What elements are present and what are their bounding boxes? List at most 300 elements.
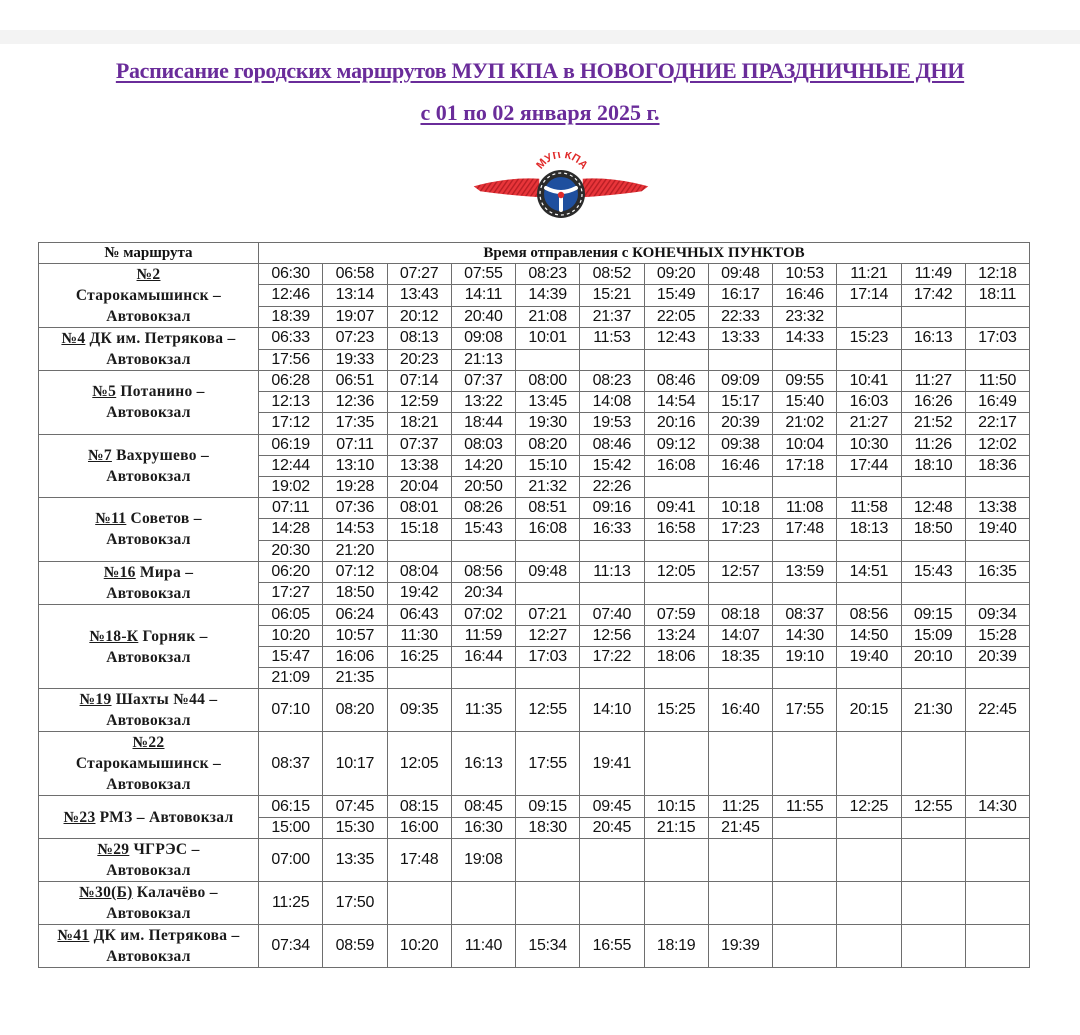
departure-time-cell: 14:28: [259, 519, 323, 540]
departure-time-cell: 18:19: [644, 924, 708, 967]
departure-time-cell: [708, 668, 772, 689]
departure-time-cell: 12:57: [708, 561, 772, 583]
departure-time-cell: 16:49: [965, 392, 1029, 413]
route-cell: [39, 561, 259, 604]
departure-time-cell: 13:59: [773, 561, 837, 583]
route-number: №23: [63, 808, 96, 826]
departure-time-cell: 14:07: [708, 625, 772, 646]
route-cell: [39, 732, 259, 796]
departure-time-cell: 09:35: [387, 689, 451, 732]
table-row: [39, 371, 1030, 392]
right-wing: [582, 178, 650, 198]
departure-time-cell: 15:40: [773, 392, 837, 413]
departure-time-cell: [451, 881, 515, 924]
departure-time-cell: [901, 732, 965, 796]
departure-time-cell: 15:10: [516, 455, 580, 476]
departure-time-cell: 07:59: [644, 604, 708, 625]
departure-time-cell: 16:35: [965, 561, 1029, 583]
route-name: Старокамышинск –: [75, 755, 222, 773]
departure-time-cell: 15:47: [259, 647, 323, 668]
departure-time-cell: 08:56: [451, 561, 515, 583]
departure-time-cell: [516, 838, 580, 881]
departure-time-cell: [773, 732, 837, 796]
departure-time-cell: [708, 838, 772, 881]
departure-time-cell: [451, 540, 515, 561]
departure-time-cell: 14:54: [644, 392, 708, 413]
route-cell: [39, 689, 259, 732]
departure-time-cell: 15:43: [451, 519, 515, 540]
departure-time-cell: 08:46: [580, 434, 644, 455]
departure-time-cell: 16:46: [708, 455, 772, 476]
departure-time-cell: 17:55: [773, 689, 837, 732]
departure-time-cell: [965, 583, 1029, 605]
departure-time-cell: [901, 668, 965, 689]
departure-time-cell: 21:09: [259, 668, 323, 689]
departure-time-cell: 09:09: [708, 371, 772, 392]
departure-time-cell: 07:37: [387, 434, 451, 455]
departure-time-cell: [773, 817, 837, 838]
column-header-route: № маршрута: [39, 243, 259, 264]
route-name: Автовокзал: [106, 531, 191, 549]
departure-time-cell: 08:15: [387, 796, 451, 817]
departure-time-cell: [837, 924, 901, 967]
departure-time-cell: 14:39: [516, 285, 580, 306]
departure-time-cell: 17:44: [837, 455, 901, 476]
route-cell: [39, 498, 259, 562]
departure-time-cell: 08:45: [451, 796, 515, 817]
departure-time-cell: 13:43: [387, 285, 451, 306]
departure-time-cell: [516, 881, 580, 924]
route-name: Автовокзал: [106, 947, 191, 965]
departure-time-cell: 15:23: [837, 328, 901, 350]
departure-time-cell: 11:59: [451, 625, 515, 646]
route-number: №7: [87, 446, 112, 464]
route-name: Потанино –: [116, 383, 205, 401]
departure-time-cell: 08:00: [516, 371, 580, 392]
departure-time-cell: 08:56: [837, 604, 901, 625]
route-name: Автовокзал: [106, 467, 191, 485]
departure-time-cell: 10:41: [837, 371, 901, 392]
table-row: [39, 264, 1030, 285]
departure-time-cell: [965, 349, 1029, 371]
departure-time-cell: 16:13: [901, 328, 965, 350]
route-cell: [39, 838, 259, 881]
departure-time-cell: [901, 838, 965, 881]
departure-time-cell: 15:18: [387, 519, 451, 540]
departure-time-cell: [516, 540, 580, 561]
departure-time-cell: [644, 668, 708, 689]
departure-time-cell: 13:24: [644, 625, 708, 646]
route-cell: [39, 924, 259, 967]
departure-time-cell: 16:58: [644, 519, 708, 540]
departure-time-cell: 06:24: [323, 604, 387, 625]
departure-time-cell: [901, 540, 965, 561]
departure-time-cell: 07:55: [451, 264, 515, 285]
table-row: [39, 689, 1030, 732]
departure-time-cell: [387, 540, 451, 561]
departure-time-cell: [773, 881, 837, 924]
departure-time-cell: 12:05: [644, 561, 708, 583]
departure-time-cell: 11:58: [837, 498, 901, 519]
departure-time-cell: 12:44: [259, 455, 323, 476]
departure-time-cell: [837, 668, 901, 689]
departure-time-cell: 08:51: [516, 498, 580, 519]
departure-time-cell: [708, 583, 772, 605]
departure-time-cell: [965, 838, 1029, 881]
departure-time-cell: 11:26: [901, 434, 965, 455]
departure-time-cell: [901, 476, 965, 497]
departure-time-cell: [387, 881, 451, 924]
departure-time-cell: 16:44: [451, 647, 515, 668]
departure-time-cell: 11:50: [965, 371, 1029, 392]
departure-time-cell: 08:13: [387, 328, 451, 350]
route-number: №11: [95, 510, 127, 528]
departure-time-cell: 15:43: [901, 561, 965, 583]
departure-time-cell: 08:59: [323, 924, 387, 967]
departure-time-cell: 11:35: [451, 689, 515, 732]
departure-time-cell: 08:23: [516, 264, 580, 285]
departure-time-cell: 20:15: [837, 689, 901, 732]
departure-time-cell: 14:11: [451, 285, 515, 306]
route-name: Автовокзал: [106, 861, 191, 879]
departure-time-cell: 12:05: [387, 732, 451, 796]
departure-time-cell: 07:02: [451, 604, 515, 625]
departure-time-cell: 12:36: [323, 392, 387, 413]
route-cell: [39, 434, 259, 498]
departure-time-cell: 21:08: [516, 306, 580, 327]
schedule-body: [39, 264, 1030, 968]
departure-time-cell: [965, 924, 1029, 967]
departure-time-cell: 10:18: [708, 498, 772, 519]
departure-time-cell: 08:03: [451, 434, 515, 455]
table-header-row: [39, 243, 1030, 264]
departure-time-cell: [580, 349, 644, 371]
column-header-times: Время отправления с КОНЕЧНЫХ ПУНКТОВ: [259, 243, 1030, 264]
departure-time-cell: [451, 668, 515, 689]
departure-time-cell: 10:20: [259, 625, 323, 646]
departure-time-cell: 19:07: [323, 306, 387, 327]
departure-time-cell: 15:25: [644, 689, 708, 732]
departure-time-cell: [773, 349, 837, 371]
departure-time-cell: [837, 881, 901, 924]
departure-time-cell: 20:23: [387, 349, 451, 371]
departure-time-cell: [644, 476, 708, 497]
route-number: №41: [57, 926, 90, 944]
schedule-table: [38, 242, 1030, 968]
departure-time-cell: 07:11: [259, 498, 323, 519]
departure-time-cell: 11:25: [708, 796, 772, 817]
departure-time-cell: 15:28: [965, 625, 1029, 646]
route-name: Автовокзал: [106, 776, 191, 794]
departure-time-cell: 13:10: [323, 455, 387, 476]
departure-time-cell: [387, 668, 451, 689]
departure-time-cell: 12:13: [259, 392, 323, 413]
departure-time-cell: 10:15: [644, 796, 708, 817]
departure-time-cell: 16:46: [773, 285, 837, 306]
departure-time-cell: 20:30: [259, 540, 323, 561]
departure-time-cell: 12:55: [516, 689, 580, 732]
logo-text: МУП КПА: [534, 152, 590, 172]
departure-time-cell: 06:30: [259, 264, 323, 285]
departure-time-cell: [516, 668, 580, 689]
departure-time-cell: 11:27: [901, 371, 965, 392]
departure-time-cell: 22:33: [708, 306, 772, 327]
departure-time-cell: 20:40: [451, 306, 515, 327]
departure-time-cell: [644, 349, 708, 371]
departure-time-cell: 16:08: [644, 455, 708, 476]
departure-time-cell: 15:09: [901, 625, 965, 646]
departure-time-cell: 13:14: [323, 285, 387, 306]
departure-time-cell: [837, 540, 901, 561]
departure-time-cell: 12:43: [644, 328, 708, 350]
departure-time-cell: 11:25: [259, 881, 323, 924]
departure-time-cell: 08:26: [451, 498, 515, 519]
departure-time-cell: 10:30: [837, 434, 901, 455]
departure-time-cell: 08:18: [708, 604, 772, 625]
departure-time-cell: 08:01: [387, 498, 451, 519]
departure-time-cell: 15:34: [516, 924, 580, 967]
departure-time-cell: 09:48: [708, 264, 772, 285]
departure-time-cell: 11:21: [837, 264, 901, 285]
route-name: ДК им. Петрякова –: [85, 330, 236, 347]
departure-time-cell: 10:20: [387, 924, 451, 967]
departure-time-cell: 09:15: [901, 604, 965, 625]
departure-time-cell: 19:30: [516, 413, 580, 434]
departure-time-cell: 21:30: [901, 689, 965, 732]
departure-time-cell: 20:10: [901, 647, 965, 668]
departure-time-cell: 10:53: [773, 264, 837, 285]
departure-time-cell: 16:06: [323, 647, 387, 668]
route-number: №4: [61, 330, 86, 347]
departure-time-cell: 22:05: [644, 306, 708, 327]
departure-time-cell: 11:49: [901, 264, 965, 285]
page-subtitle: [0, 100, 1080, 126]
route-cell: [39, 604, 259, 689]
departure-time-cell: 18:10: [901, 455, 965, 476]
departure-time-cell: 14:20: [451, 455, 515, 476]
departure-time-cell: 09:38: [708, 434, 772, 455]
route-name: Автовокзал: [106, 308, 191, 325]
departure-time-cell: 09:16: [580, 498, 644, 519]
route-name: Советов –: [126, 510, 202, 528]
route-name: Шахты №44 –: [111, 691, 218, 709]
departure-time-cell: 18:11: [965, 285, 1029, 306]
route-number: №29: [97, 840, 130, 858]
route-name: ДК им. Петрякова –: [89, 926, 240, 944]
departure-time-cell: 19:02: [259, 476, 323, 497]
departure-time-cell: [708, 476, 772, 497]
departure-time-cell: 12:59: [387, 392, 451, 413]
table-row: [39, 796, 1030, 817]
departure-time-cell: 13:22: [451, 392, 515, 413]
route-number: №16: [103, 563, 136, 581]
route-cell: [39, 328, 259, 371]
departure-time-cell: [965, 306, 1029, 327]
departure-time-cell: 19:39: [708, 924, 772, 967]
departure-time-cell: [708, 540, 772, 561]
departure-time-cell: [837, 349, 901, 371]
departure-time-cell: 19:40: [837, 647, 901, 668]
page-title: [0, 58, 1080, 84]
departure-time-cell: 14:08: [580, 392, 644, 413]
departure-time-cell: 20:39: [708, 413, 772, 434]
departure-time-cell: 19:28: [323, 476, 387, 497]
departure-time-cell: 12:56: [580, 625, 644, 646]
departure-time-cell: 17:35: [323, 413, 387, 434]
departure-time-cell: 16:00: [387, 817, 451, 838]
departure-time-cell: 14:33: [773, 328, 837, 350]
departure-time-cell: 16:33: [580, 519, 644, 540]
departure-time-cell: 21:35: [323, 668, 387, 689]
departure-time-cell: 11:30: [387, 625, 451, 646]
departure-time-cell: 15:17: [708, 392, 772, 413]
departure-time-cell: [837, 583, 901, 605]
departure-time-cell: 18:44: [451, 413, 515, 434]
route-name: ЧГРЭС –: [129, 840, 200, 858]
departure-time-cell: 06:20: [259, 561, 323, 583]
departure-time-cell: [708, 732, 772, 796]
departure-time-cell: 09:12: [644, 434, 708, 455]
departure-time-cell: 16:17: [708, 285, 772, 306]
route-name: Автовокзал: [106, 712, 191, 730]
departure-time-cell: 08:52: [580, 264, 644, 285]
route-name: Горняк –: [138, 627, 208, 645]
departure-time-cell: 20:34: [451, 583, 515, 605]
departure-time-cell: [965, 476, 1029, 497]
departure-time-cell: 19:40: [965, 519, 1029, 540]
departure-time-cell: 07:34: [259, 924, 323, 967]
departure-time-cell: 16:03: [837, 392, 901, 413]
departure-time-cell: 09:15: [516, 796, 580, 817]
departure-time-cell: 07:10: [259, 689, 323, 732]
departure-time-cell: [644, 540, 708, 561]
departure-time-cell: 21:02: [773, 413, 837, 434]
table-row: [39, 561, 1030, 583]
departure-time-cell: 19:33: [323, 349, 387, 371]
departure-time-cell: [901, 817, 965, 838]
route-number: №5: [92, 383, 117, 401]
departure-time-cell: 09:20: [644, 264, 708, 285]
departure-time-cell: 17:23: [708, 519, 772, 540]
departure-time-cell: [965, 540, 1029, 561]
departure-time-cell: 22:17: [965, 413, 1029, 434]
departure-time-cell: 18:39: [259, 306, 323, 327]
departure-time-cell: 19:41: [580, 732, 644, 796]
departure-time-cell: 14:51: [837, 561, 901, 583]
departure-time-cell: 17:12: [259, 413, 323, 434]
departure-time-cell: 17:14: [837, 285, 901, 306]
route-number: №18-К: [89, 627, 139, 645]
departure-time-cell: 18:06: [644, 647, 708, 668]
departure-time-cell: 06:58: [323, 264, 387, 285]
departure-time-cell: 09:08: [451, 328, 515, 350]
departure-time-cell: 12:46: [259, 285, 323, 306]
departure-time-cell: 14:30: [965, 796, 1029, 817]
departure-time-cell: 18:30: [516, 817, 580, 838]
mup-kpa-logo: [468, 152, 654, 222]
departure-time-cell: 07:11: [323, 434, 387, 455]
departure-time-cell: 13:33: [708, 328, 772, 350]
route-number: №30(Б): [79, 883, 133, 901]
table-row: [39, 328, 1030, 350]
departure-time-cell: [580, 540, 644, 561]
left-wing: [472, 178, 540, 198]
departure-time-cell: [837, 306, 901, 327]
departure-time-cell: 11:55: [773, 796, 837, 817]
departure-time-cell: 18:50: [323, 583, 387, 605]
route-cell: [39, 881, 259, 924]
departure-time-cell: 08:37: [259, 732, 323, 796]
departure-time-cell: 08:20: [516, 434, 580, 455]
departure-time-cell: 17:03: [965, 328, 1029, 350]
departure-time-cell: 21:32: [516, 476, 580, 497]
departure-time-cell: 09:48: [516, 561, 580, 583]
departure-time-cell: 16:55: [580, 924, 644, 967]
table-row: [39, 924, 1030, 967]
departure-time-cell: 07:45: [323, 796, 387, 817]
top-bar: [0, 30, 1080, 44]
departure-time-cell: 09:55: [773, 371, 837, 392]
departure-time-cell: 14:30: [773, 625, 837, 646]
departure-time-cell: 07:37: [451, 371, 515, 392]
departure-time-cell: [580, 668, 644, 689]
departure-time-cell: 15:00: [259, 817, 323, 838]
departure-time-cell: 17:55: [516, 732, 580, 796]
route-number: №19: [79, 691, 112, 709]
departure-time-cell: 17:22: [580, 647, 644, 668]
departure-time-cell: 09:34: [965, 604, 1029, 625]
page-title-text: Расписание городских маршрутов МУП КПА в НОВОГОДНИЕ ПРАЗДНИЧНЫЕ ДНИ: [115, 58, 965, 83]
departure-time-cell: 12:18: [965, 264, 1029, 285]
departure-time-cell: 17:18: [773, 455, 837, 476]
departure-time-cell: 15:21: [580, 285, 644, 306]
departure-time-cell: 11:40: [451, 924, 515, 967]
departure-time-cell: 13:45: [516, 392, 580, 413]
departure-time-cell: [644, 732, 708, 796]
departure-time-cell: 17:50: [323, 881, 387, 924]
departure-time-cell: 14:53: [323, 519, 387, 540]
departure-time-cell: 06:05: [259, 604, 323, 625]
departure-time-cell: 07:36: [323, 498, 387, 519]
departure-time-cell: 12:55: [901, 796, 965, 817]
departure-time-cell: 16:30: [451, 817, 515, 838]
departure-time-cell: 16:26: [901, 392, 965, 413]
departure-time-cell: [901, 583, 965, 605]
departure-time-cell: 20:50: [451, 476, 515, 497]
departure-time-cell: [837, 476, 901, 497]
route-number: №22: [132, 734, 165, 752]
departure-time-cell: 13:38: [387, 455, 451, 476]
departure-time-cell: [837, 838, 901, 881]
departure-time-cell: 18:36: [965, 455, 1029, 476]
route-cell: [39, 264, 259, 328]
departure-time-cell: 17:03: [516, 647, 580, 668]
route-name: РМЗ – Автовокзал: [95, 808, 234, 826]
departure-time-cell: 20:16: [644, 413, 708, 434]
departure-time-cell: 08:46: [644, 371, 708, 392]
departure-time-cell: [837, 732, 901, 796]
route-name: Вахрушево –: [111, 446, 210, 464]
departure-time-cell: 14:10: [580, 689, 644, 732]
departure-time-cell: 15:30: [323, 817, 387, 838]
departure-time-cell: 12:25: [837, 796, 901, 817]
departure-time-cell: 08:20: [323, 689, 387, 732]
departure-time-cell: 07:40: [580, 604, 644, 625]
departure-time-cell: 07:12: [323, 561, 387, 583]
departure-time-cell: [580, 881, 644, 924]
route-cell: [39, 371, 259, 435]
departure-time-cell: 06:43: [387, 604, 451, 625]
